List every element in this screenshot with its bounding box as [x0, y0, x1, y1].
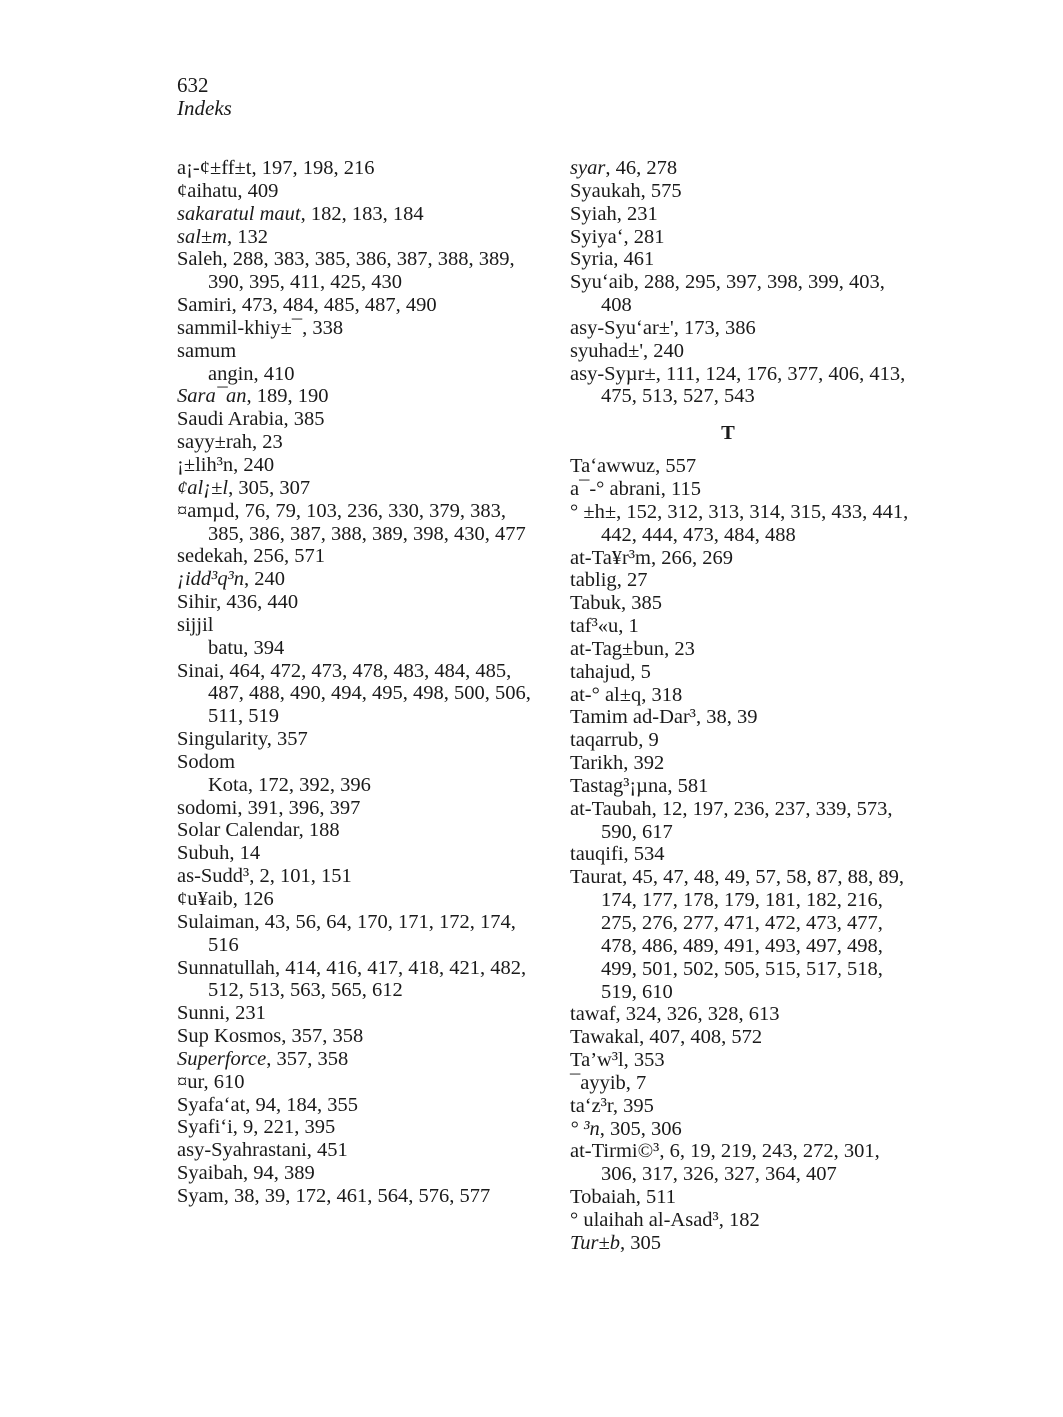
- index-term: Syaibah: [177, 1162, 244, 1185]
- index-pages: , 1: [618, 615, 639, 638]
- index-entry: [570, 661, 910, 684]
- index-term: ¯ayyib: [570, 1071, 626, 1094]
- index-pages: , 12, 197, 236, 237, 339, 573, 590, 617: [601, 797, 893, 843]
- index-entry: [570, 752, 910, 775]
- index-entry: [177, 431, 537, 454]
- index-term: a¯-° abrani: [570, 477, 661, 500]
- index-term: Sulaiman: [177, 910, 255, 933]
- index-term: Sara¯an: [177, 385, 247, 408]
- index-term: ¢u¥aib: [177, 888, 233, 910]
- index-pages: , 409: [237, 179, 279, 202]
- index-term: Syam: [177, 1184, 224, 1207]
- index-pages: , 182: [718, 1208, 760, 1231]
- index-entry: [570, 684, 910, 707]
- index-term: asy-Syµr±: [570, 362, 656, 385]
- index-term: tahajud: [570, 660, 631, 683]
- index-pages: , 473, 484, 485, 487, 490: [231, 294, 437, 317]
- index-entry: [177, 614, 537, 637]
- index-column-left: [177, 157, 537, 1208]
- index-term: a¡-¢±ff±t: [177, 157, 252, 179]
- index-entry: [177, 957, 537, 1003]
- index-entry: [570, 340, 910, 363]
- index-entry: [177, 1185, 537, 1208]
- index-pages: , 410: [253, 362, 295, 385]
- index-term: Tur±b: [570, 1231, 620, 1254]
- index-pages: , 357, 358: [281, 1025, 364, 1048]
- index-term: ¡idd³q³n: [177, 568, 244, 591]
- index-pages: , 534: [623, 843, 665, 866]
- index-pages: , 407, 408, 572: [639, 1026, 763, 1049]
- index-term: ¡±lih³n: [177, 453, 234, 476]
- index-term: Sup Kosmos: [177, 1025, 282, 1048]
- index-term: Syiah: [570, 202, 617, 225]
- index-entry: [570, 638, 910, 661]
- index-entry: [177, 1094, 537, 1117]
- index-term: Ta‘awwuz: [570, 455, 656, 478]
- index-pages: , 197, 198, 216: [251, 157, 375, 179]
- index-entry: [570, 455, 910, 478]
- index-term: at-Tirmi©³: [570, 1140, 660, 1163]
- index-term: Sihir: [177, 591, 217, 614]
- index-pages: , 394: [243, 636, 285, 659]
- index-entry: [570, 501, 910, 547]
- index-term: Syafi‘i: [177, 1116, 233, 1139]
- index-entry: [177, 1048, 537, 1071]
- index-subentry: [177, 774, 537, 797]
- index-pages: , 126: [232, 888, 274, 910]
- page-number: 632: [177, 73, 209, 97]
- index-term: sedekah: [177, 545, 244, 568]
- index-term: tawaf: [570, 1003, 616, 1026]
- index-pages: , 385: [283, 408, 325, 431]
- index-term: Tarikh: [570, 752, 624, 775]
- index-pages: , 436, 440: [216, 591, 299, 614]
- index-entry: [570, 363, 910, 409]
- index-term: Tamim ad-Dar³: [570, 706, 696, 729]
- index-entry: [570, 547, 910, 570]
- index-pages: , 240: [243, 568, 285, 591]
- index-entry: [177, 911, 537, 957]
- index-pages: , 266, 269: [650, 546, 733, 569]
- index-pages: , 318: [641, 683, 683, 706]
- index-entry: [570, 706, 910, 729]
- index-pages: , 94, 389: [243, 1162, 315, 1185]
- index-pages: , 152, 312, 313, 314, 315, 433, 441, 442, 444, 473, 484, 488: [601, 500, 909, 546]
- index-entry: [570, 478, 910, 501]
- index-term: ¢aihatu: [177, 179, 238, 202]
- index-pages: , 357: [266, 728, 308, 751]
- index-pages: , 189, 190: [246, 385, 329, 408]
- index-entry: [570, 775, 910, 798]
- index-term: Sodom: [177, 750, 236, 773]
- index-pages: , 2, 101, 151: [249, 865, 352, 888]
- index-term: ta‘z³r: [570, 1094, 613, 1117]
- index-pages: , 115: [660, 477, 701, 500]
- index-term: Syiya‘: [570, 225, 624, 248]
- index-entry: [177, 248, 537, 294]
- index-entry: [570, 1186, 910, 1209]
- index-entry: [570, 248, 910, 271]
- index-pages: , 45, 47, 48, 49, 57, 58, 87, 88, 89, 174, 177, 178, 179, 181, 182, 216, 275, 276, 277, 471, 472, 473, 477, 478, 486, 489, 491, 493, 497, 498, 499, 501, 502, 505, 515, 517, 518, 519, 610: [601, 866, 904, 1003]
- index-entry: [177, 500, 537, 546]
- index-term: at-Tag±bun: [570, 637, 665, 660]
- index-pages: , 256, 571: [243, 545, 326, 568]
- index-term: as-Sudd³: [177, 865, 250, 888]
- index-pages: , 240: [233, 453, 275, 476]
- section-letter-heading: T: [721, 422, 735, 445]
- index-term: sijjil: [177, 613, 214, 636]
- index-entry: [177, 865, 537, 888]
- index-entry: [177, 294, 537, 317]
- index-entry: [177, 591, 537, 614]
- index-section-t: [570, 455, 910, 1255]
- index-term: Tobaiah: [570, 1186, 636, 1209]
- index-term: at-Ta¥r³m: [570, 546, 651, 569]
- index-pages: , 9: [638, 729, 659, 752]
- index-pages: , 14: [229, 842, 261, 865]
- index-term: Samiri: [177, 294, 232, 317]
- index-entry: [570, 592, 910, 615]
- index-pages: , 38, 39: [695, 706, 758, 729]
- index-pages: , 305, 307: [228, 476, 311, 499]
- index-pages: , 9, 221, 395: [232, 1116, 336, 1139]
- index-term: sal±m: [177, 225, 227, 248]
- index-pages: , 557: [655, 455, 697, 478]
- index-pages: , 338: [302, 316, 344, 339]
- index-term: ° ±h±: [570, 500, 617, 523]
- index-pages: , 111, 124, 176, 377, 406, 413, 475, 513, 527, 543: [601, 362, 906, 408]
- index-entry: [570, 1209, 910, 1232]
- index-entry: [177, 385, 537, 408]
- index-entry: [570, 271, 910, 317]
- index-pages: , 414, 416, 417, 418, 421, 482, 512, 513, 563, 565, 612: [208, 956, 527, 1002]
- index-entry: [177, 568, 537, 591]
- index-term: Syria: [570, 248, 614, 271]
- index-entry: [177, 477, 537, 500]
- index-pages: , 461: [613, 248, 655, 271]
- index-entry: [177, 203, 537, 226]
- index-entry: [177, 340, 537, 363]
- index-entry: [177, 797, 537, 820]
- index-entry: [570, 157, 910, 180]
- index-term: ° ulaihah al-Asad³: [570, 1208, 719, 1231]
- index-pages: , 94, 184, 355: [245, 1093, 359, 1116]
- index-pages: , 392: [623, 752, 665, 775]
- index-entry: [570, 1095, 910, 1118]
- index-pages: , 305, 306: [599, 1117, 682, 1140]
- index-pages: , 305: [620, 1231, 661, 1254]
- index-pages: , 288, 383, 385, 386, 387, 388, 389, 390, 395, 411, 425, 430: [208, 248, 515, 294]
- index-entry: [177, 157, 537, 180]
- index-entry: [570, 203, 910, 226]
- index-entry: [177, 1071, 537, 1094]
- index-entry: [570, 798, 910, 844]
- index-entry: [177, 751, 537, 774]
- index-pages: , 231: [616, 202, 658, 225]
- index-pages: , 5: [630, 660, 651, 683]
- index-term: Solar Calendar: [177, 819, 299, 842]
- index-entry: [570, 866, 910, 1003]
- index-term: angin: [208, 362, 254, 385]
- index-term: Subuh: [177, 842, 230, 865]
- index-pages: , 281: [623, 225, 665, 248]
- index-entry: [177, 317, 537, 340]
- index-entry: [177, 454, 537, 477]
- index-pages: , 231: [224, 1002, 266, 1025]
- index-pages: , 451: [306, 1139, 348, 1162]
- index-subentry: [177, 363, 537, 386]
- index-term: asy-Syahrastani: [177, 1139, 307, 1162]
- index-pages: , 511: [635, 1186, 676, 1209]
- index-entry: [570, 615, 910, 638]
- index-term: syuhad±': [570, 339, 644, 362]
- index-pages: , 385: [620, 592, 662, 615]
- index-entry: [177, 1139, 537, 1162]
- index-term: ° ³n: [570, 1117, 600, 1140]
- index-term: Superforce: [177, 1047, 267, 1070]
- index-entry: [570, 843, 910, 866]
- index-term: syar: [570, 157, 606, 179]
- index-entry: [570, 569, 910, 592]
- index-entry: [570, 317, 910, 340]
- index-entry: [177, 408, 537, 431]
- index-pages: , 353: [623, 1049, 665, 1072]
- index-pages: , 240: [643, 339, 685, 362]
- index-pages: , 182, 183, 184: [300, 202, 424, 225]
- index-pages: , 324, 326, 328, 613: [615, 1003, 780, 1026]
- index-term: Syu‘aib: [570, 271, 634, 294]
- index-entry: [570, 1140, 910, 1186]
- index-term: samum: [177, 339, 237, 362]
- index-entry: [570, 1049, 910, 1072]
- index-term: batu: [208, 636, 244, 659]
- index-term: ¤ur: [177, 1070, 204, 1093]
- index-column-right: [570, 157, 910, 1255]
- index-pages: , 581: [667, 774, 709, 797]
- index-term: Sinai: [177, 659, 220, 682]
- index-entry: [177, 545, 537, 568]
- index-term: Syafa‘at: [177, 1093, 246, 1116]
- index-entry: [570, 1072, 910, 1095]
- index-entry: [177, 1116, 537, 1139]
- index-entry: [177, 842, 537, 865]
- index-entry: [177, 1162, 537, 1185]
- index-entry: [570, 1118, 910, 1141]
- index-pages: , 395: [612, 1094, 654, 1117]
- index-pages: , 23: [252, 431, 283, 454]
- index-term: Singularity: [177, 728, 267, 751]
- index-term: Sunnatullah: [177, 956, 275, 979]
- index-term: ¢al¡±l: [177, 476, 229, 499]
- index-entry: [570, 1232, 910, 1255]
- index-term: Saudi Arabia: [177, 408, 284, 431]
- index-entry: [177, 180, 537, 203]
- index-term: Saleh: [177, 248, 223, 271]
- running-title: Indeks: [177, 96, 232, 120]
- index-term: taqarrub: [570, 729, 639, 752]
- index-pages: , 464, 472, 473, 478, 483, 484, 485, 487, 488, 490, 494, 495, 498, 500, 506, 511, 519: [208, 659, 531, 728]
- index-entry: [570, 729, 910, 752]
- index-term: Syaukah: [570, 179, 641, 202]
- index-term: Ta’w³l: [570, 1049, 624, 1072]
- index-entry: [177, 660, 537, 729]
- index-pages: , 46, 278: [605, 157, 678, 179]
- index-entry: [570, 180, 910, 203]
- index-pages: , 38, 39, 172, 461, 564, 576, 577: [223, 1184, 491, 1207]
- index-term: at-° al±q: [570, 683, 642, 706]
- index-pages: , 43, 56, 64, 170, 171, 172, 174, 516: [208, 910, 516, 956]
- index-pages: , 575: [640, 179, 682, 202]
- index-term: sayy±rah: [177, 431, 253, 454]
- page-header: [177, 74, 232, 120]
- index-term: Taurat: [570, 866, 623, 889]
- index-term: ¤amµd: [177, 499, 235, 522]
- index-term: Tawakal: [570, 1026, 640, 1049]
- index-term: tauqifi: [570, 843, 624, 866]
- index-entry: [177, 728, 537, 751]
- index-pages: , 610: [203, 1070, 245, 1093]
- index-pages: , 132: [226, 225, 268, 248]
- index-entry: [570, 226, 910, 249]
- index-entry: [570, 1003, 910, 1026]
- index-term: asy-Syu‘ar±': [570, 316, 674, 339]
- index-pages: , 391, 396, 397: [237, 796, 361, 819]
- index-term: Tastag³¡µna: [570, 774, 668, 797]
- index-pages: , 288, 295, 397, 398, 399, 403, 408: [601, 271, 885, 317]
- index-entry: [177, 1002, 537, 1025]
- index-entry: [177, 226, 537, 249]
- index-section-s-continued: [570, 157, 910, 408]
- index-entry: [177, 888, 537, 911]
- index-pages: , 76, 79, 103, 236, 330, 379, 383, 385, 386, 387, 388, 389, 398, 430, 477: [208, 499, 526, 545]
- index-entry: [177, 819, 537, 842]
- index-pages: , 173, 386: [673, 316, 756, 339]
- index-pages: , 357, 358: [266, 1047, 349, 1070]
- index-term: Kota: [208, 773, 248, 796]
- index-entry: [177, 1025, 537, 1048]
- index-term: sodomi: [177, 796, 238, 819]
- index-entry: [570, 1026, 910, 1049]
- index-pages: , 172, 392, 396: [247, 773, 371, 796]
- index-pages: , 188: [298, 819, 340, 842]
- index-term: tablig: [570, 569, 617, 592]
- index-pages: , 23: [664, 637, 695, 660]
- index-term: sammil-khiy±¯: [177, 316, 303, 339]
- index-subentry: [177, 637, 537, 660]
- index-term: Sunni: [177, 1002, 225, 1025]
- index-term: taf³«u: [570, 615, 619, 638]
- index-term: sakaratul maut: [177, 202, 301, 225]
- index-term: at-Taubah: [570, 797, 652, 820]
- index-term: Tabuk: [570, 592, 621, 615]
- index-pages: , 27: [616, 569, 648, 592]
- index-pages: , 6, 19, 219, 243, 272, 301, 306, 317, 326, 327, 364, 407: [601, 1140, 880, 1186]
- index-pages: , 7: [625, 1071, 647, 1094]
